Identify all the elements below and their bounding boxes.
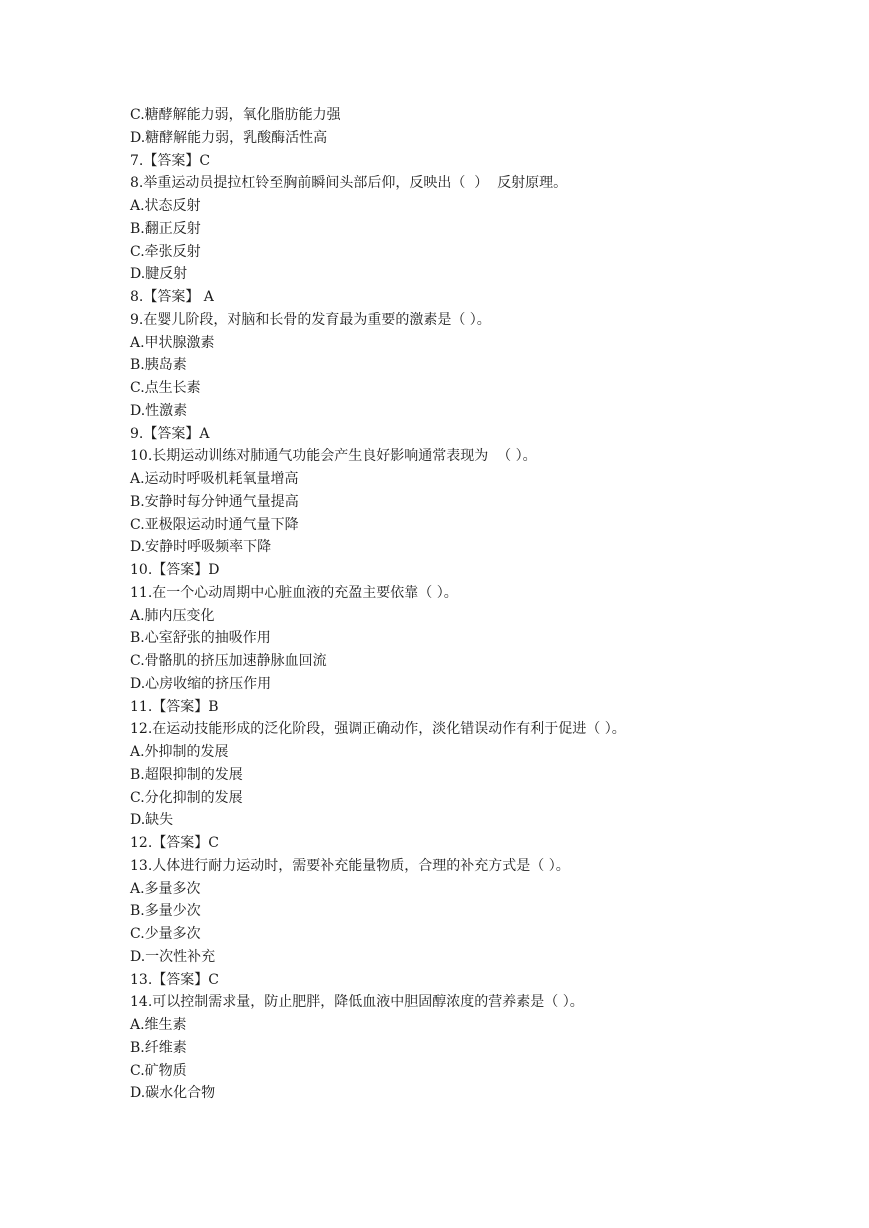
question-line: 13.人体进行耐力运动时，需要补充能量物质，合理的补充方式是（ ）。 xyxy=(130,857,570,874)
answer-line: 9.【答案】A xyxy=(130,425,210,442)
option-line: D.碳水化合物 xyxy=(130,1085,216,1102)
option-line: C.少量多次 xyxy=(130,926,201,942)
option-line: C.糖酵解能力弱，氧化脂肪能力强 xyxy=(130,107,341,123)
option-line: B.多量少次 xyxy=(130,903,201,920)
question-line: 11.在一个心动周期中心脏血液的充盈主要依靠（ ）。 xyxy=(130,584,458,601)
answer-line: 7.【答案】C xyxy=(130,152,211,169)
option-line: D.一次性补充 xyxy=(130,948,216,965)
question-line: 14.可以控制需求量，防止肥胖，降低血液中胆固醇浓度的营养素是（ ）。 xyxy=(130,994,584,1011)
answer-line: 12.【答案】C xyxy=(130,835,219,851)
option-line: A.状态反射 xyxy=(130,198,201,214)
option-line: B.心室舒张的抽吸作用 xyxy=(130,630,271,647)
option-line: C.点生长素 xyxy=(130,380,201,396)
answer-line: 13.【答案】C xyxy=(130,971,219,988)
option-line: A.运动时呼吸机耗氧量增高 xyxy=(130,471,299,487)
option-line: D.安静时呼吸频率下降 xyxy=(130,539,272,556)
question-line: 8.举重运动员提拉杠铃至胸前瞬间头部后仰，反映出（ ） 反射原理。 xyxy=(130,175,568,192)
answer-line: 8.【答案】 A xyxy=(130,289,214,305)
option-line: B.纤维素 xyxy=(130,1039,187,1056)
option-line: C.分化抑制的发展 xyxy=(130,789,243,806)
option-line: A.肺内压变化 xyxy=(130,607,215,624)
option-line: A.维生素 xyxy=(130,1017,187,1033)
option-line: A.外抑制的发展 xyxy=(130,744,229,760)
option-line: B.胰岛素 xyxy=(130,357,187,374)
option-line: D.性激素 xyxy=(130,402,188,419)
option-line: A.甲状腺激素 xyxy=(130,334,215,351)
option-line: D.腱反射 xyxy=(130,266,188,283)
option-line: A.多量多次 xyxy=(130,880,201,897)
option-line: C.矿物质 xyxy=(130,1062,187,1079)
option-line: C.亚极限运动时通气量下降 xyxy=(130,516,299,533)
option-line: D.糖酵解能力弱，乳酸酶活性高 xyxy=(130,129,328,146)
question-line: 9.在婴儿阶段，对脑和长骨的发育最为重要的激素是（ ）。 xyxy=(130,311,491,328)
option-line: C.牵张反射 xyxy=(130,243,201,260)
option-line: B.超限抑制的发展 xyxy=(130,766,243,783)
option-line: C.骨骼肌的挤压加速静脉血回流 xyxy=(130,653,327,669)
question-line: 12.在运动技能形成的泛化阶段，强调正确动作，淡化错误动作有利于促进（ ）。 xyxy=(130,721,626,738)
option-line: D.缺失 xyxy=(130,812,174,829)
answer-line: 10.【答案】D xyxy=(130,562,220,578)
question-line: 10.长期运动训练对肺通气功能会产生良好影响通常表现为 （ ）。 xyxy=(130,448,537,465)
answer-line: 11.【答案】B xyxy=(130,698,219,715)
option-line: B.翻正反射 xyxy=(130,220,201,237)
option-line: D.心房收缩的挤压作用 xyxy=(130,675,272,692)
option-line: B.安静时每分钟通气量提高 xyxy=(130,493,299,510)
document-page xyxy=(130,104,830,1105)
